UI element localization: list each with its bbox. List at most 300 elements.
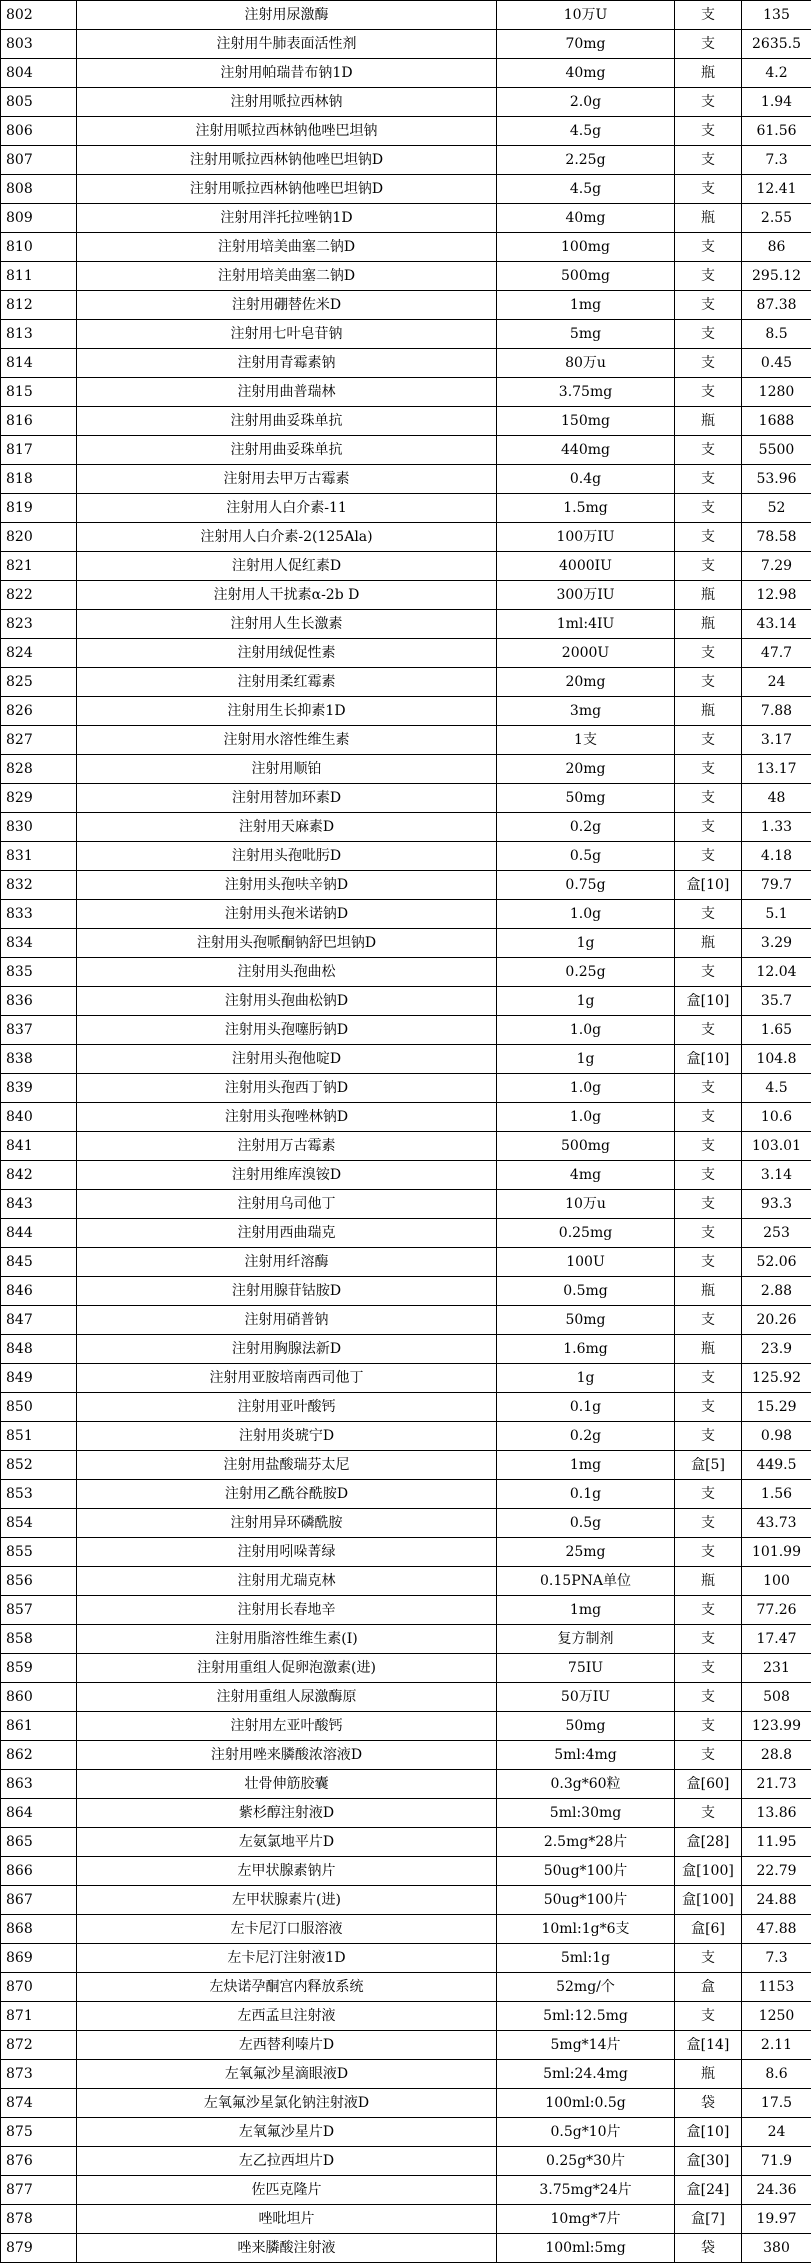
drug-name-cell: 注射用异环磷酰胺: [77, 1509, 497, 1538]
package-unit-cell: 瓶: [675, 2060, 742, 2089]
package-unit-cell: 瓶: [675, 204, 742, 233]
drug-name-cell: 注射用头孢噻肟钠D: [77, 1016, 497, 1045]
specification-cell: 2.5mg*28片: [497, 1828, 675, 1857]
specification-cell: 3.75mg: [497, 378, 675, 407]
package-unit-cell: 瓶: [675, 59, 742, 88]
package-unit-cell: 支: [675, 1509, 742, 1538]
row-number-cell: 804: [1, 59, 77, 88]
unit-price-cell: 13.17: [742, 755, 811, 784]
package-unit-cell: 支: [675, 726, 742, 755]
specification-cell: 1g: [497, 1045, 675, 1074]
package-unit-cell: 支: [675, 233, 742, 262]
drug-name-cell: 注射用替加环素D: [77, 784, 497, 813]
table-row: [1, 842, 811, 871]
drug-name-cell: 注射用哌拉西林钠: [77, 88, 497, 117]
table-row: [1, 1741, 811, 1770]
table-row: [1, 1828, 811, 1857]
row-number-cell: 861: [1, 1712, 77, 1741]
row-number-cell: 852: [1, 1451, 77, 1480]
package-unit-cell: 盒[10]: [675, 871, 742, 900]
specification-cell: 0.25mg: [497, 1219, 675, 1248]
specification-cell: 2.0g: [497, 88, 675, 117]
unit-price-cell: 20.26: [742, 1306, 811, 1335]
table-row: [1, 958, 811, 987]
row-number-cell: 859: [1, 1654, 77, 1683]
row-number-cell: 810: [1, 233, 77, 262]
specification-cell: 10mg*7片: [497, 2205, 675, 2234]
table-row: [1, 291, 811, 320]
specification-cell: 1g: [497, 987, 675, 1016]
unit-price-cell: 93.3: [742, 1190, 811, 1219]
drug-name-cell: 注射用头孢曲松钠D: [77, 987, 497, 1016]
row-number-cell: 808: [1, 175, 77, 204]
table-row: [1, 610, 811, 639]
unit-price-cell: 1153: [742, 1973, 811, 2002]
row-number-cell: 802: [1, 1, 77, 30]
row-number-cell: 811: [1, 262, 77, 291]
unit-price-cell: 295.12: [742, 262, 811, 291]
unit-price-cell: 101.99: [742, 1538, 811, 1567]
table-row: [1, 233, 811, 262]
table-row: [1, 668, 811, 697]
table-row: [1, 1683, 811, 1712]
table-row: [1, 900, 811, 929]
package-unit-cell: 支: [675, 1248, 742, 1277]
table-row: [1, 1161, 811, 1190]
table-row: [1, 1045, 811, 1074]
table-row: [1, 1016, 811, 1045]
row-number-cell: 850: [1, 1393, 77, 1422]
row-number-cell: 837: [1, 1016, 77, 1045]
unit-price-cell: 135: [742, 1, 811, 30]
row-number-cell: 879: [1, 2234, 77, 2263]
unit-price-cell: 1280: [742, 378, 811, 407]
row-number-cell: 848: [1, 1335, 77, 1364]
drug-name-cell: 注射用尿激酶: [77, 1, 497, 30]
drug-name-cell: 左氨氯地平片D: [77, 1828, 497, 1857]
specification-cell: 80万u: [497, 349, 675, 378]
specification-cell: 50ug*100片: [497, 1886, 675, 1915]
unit-price-cell: 1.94: [742, 88, 811, 117]
package-unit-cell: 支: [675, 494, 742, 523]
specification-cell: 3.75mg*24片: [497, 2176, 675, 2205]
table-row: [1, 523, 811, 552]
package-unit-cell: 盒[60]: [675, 1770, 742, 1799]
package-unit-cell: 盒[100]: [675, 1886, 742, 1915]
specification-cell: 1支: [497, 726, 675, 755]
row-number-cell: 825: [1, 668, 77, 697]
row-number-cell: 827: [1, 726, 77, 755]
package-unit-cell: 瓶: [675, 929, 742, 958]
drug-name-cell: 佐匹克隆片: [77, 2176, 497, 2205]
row-number-cell: 871: [1, 2002, 77, 2031]
table-row: [1, 1944, 811, 1973]
package-unit-cell: 支: [675, 1393, 742, 1422]
unit-price-cell: 61.56: [742, 117, 811, 146]
table-row: [1, 552, 811, 581]
drug-name-cell: 注射用腺苷钴胺D: [77, 1277, 497, 1306]
specification-cell: 1g: [497, 929, 675, 958]
specification-cell: 100万IU: [497, 523, 675, 552]
unit-price-cell: 52.06: [742, 1248, 811, 1277]
table-row: [1, 726, 811, 755]
specification-cell: 0.2g: [497, 1422, 675, 1451]
drug-name-cell: 注射用青霉素钠: [77, 349, 497, 378]
row-number-cell: 863: [1, 1770, 77, 1799]
drug-name-cell: 注射用头孢曲松: [77, 958, 497, 987]
drug-name-cell: 注射用人干扰素α-2b D: [77, 581, 497, 610]
drug-name-cell: 注射用乌司他丁: [77, 1190, 497, 1219]
drug-name-cell: 注射用人促红素D: [77, 552, 497, 581]
drug-name-cell: 注射用生长抑素1D: [77, 697, 497, 726]
row-number-cell: 864: [1, 1799, 77, 1828]
drug-name-cell: 左乙拉西坦片D: [77, 2147, 497, 2176]
package-unit-cell: 支: [675, 465, 742, 494]
table-row: [1, 1, 811, 30]
row-number-cell: 842: [1, 1161, 77, 1190]
drug-name-cell: 注射用胸腺法新D: [77, 1335, 497, 1364]
specification-cell: 1.0g: [497, 1103, 675, 1132]
unit-price-cell: 47.7: [742, 639, 811, 668]
package-unit-cell: 支: [675, 813, 742, 842]
unit-price-cell: 52: [742, 494, 811, 523]
table-row: [1, 1393, 811, 1422]
package-unit-cell: 盒[24]: [675, 2176, 742, 2205]
unit-price-cell: 2.55: [742, 204, 811, 233]
unit-price-cell: 7.29: [742, 552, 811, 581]
table-row: [1, 1422, 811, 1451]
drug-name-cell: 注射用七叶皂苷钠: [77, 320, 497, 349]
drug-name-cell: 注射用重组人尿激酶原: [77, 1683, 497, 1712]
drug-name-cell: 注射用去甲万古霉素: [77, 465, 497, 494]
specification-cell: 0.1g: [497, 1480, 675, 1509]
package-unit-cell: 支: [675, 436, 742, 465]
row-number-cell: 851: [1, 1422, 77, 1451]
row-number-cell: 867: [1, 1886, 77, 1915]
package-unit-cell: 支: [675, 1190, 742, 1219]
package-unit-cell: 盒[28]: [675, 1828, 742, 1857]
specification-cell: 0.4g: [497, 465, 675, 494]
package-unit-cell: 支: [675, 117, 742, 146]
specification-cell: 4000IU: [497, 552, 675, 581]
unit-price-cell: 13.86: [742, 1799, 811, 1828]
drug-name-cell: 左炔诺孕酮宫内释放系统: [77, 1973, 497, 2002]
specification-cell: 0.5g: [497, 1509, 675, 1538]
drug-name-cell: 注射用泮托拉唑钠1D: [77, 204, 497, 233]
package-unit-cell: 盒[7]: [675, 2205, 742, 2234]
drug-name-cell: 注射用帕瑞昔布钠1D: [77, 59, 497, 88]
unit-price-cell: 1.65: [742, 1016, 811, 1045]
specification-cell: 70mg: [497, 30, 675, 59]
drug-name-cell: 唑来膦酸注射液: [77, 2234, 497, 2263]
row-number-cell: 819: [1, 494, 77, 523]
table-row: [1, 1886, 811, 1915]
specification-cell: 1ml:4IU: [497, 610, 675, 639]
unit-price-cell: 1250: [742, 2002, 811, 2031]
drug-name-cell: 注射用人生长激素: [77, 610, 497, 639]
package-unit-cell: 袋: [675, 2089, 742, 2118]
drug-name-cell: 注射用哌拉西林钠他唑巴坦钠D: [77, 146, 497, 175]
row-number-cell: 865: [1, 1828, 77, 1857]
table-row: [1, 639, 811, 668]
drug-name-cell: 注射用亚胺培南西司他丁: [77, 1364, 497, 1393]
table-row: [1, 2234, 811, 2263]
package-unit-cell: 支: [675, 842, 742, 871]
unit-price-cell: 24.88: [742, 1886, 811, 1915]
drug-name-cell: 注射用长春地辛: [77, 1596, 497, 1625]
table-row: [1, 784, 811, 813]
row-number-cell: 869: [1, 1944, 77, 1973]
unit-price-cell: 449.5: [742, 1451, 811, 1480]
row-number-cell: 876: [1, 2147, 77, 2176]
drug-name-cell: 注射用左亚叶酸钙: [77, 1712, 497, 1741]
row-number-cell: 814: [1, 349, 77, 378]
package-unit-cell: 支: [675, 784, 742, 813]
table-row: [1, 320, 811, 349]
specification-cell: 5ml:1g: [497, 1944, 675, 1973]
package-unit-cell: 支: [675, 900, 742, 929]
drug-name-cell: 注射用曲普瑞林: [77, 378, 497, 407]
row-number-cell: 828: [1, 755, 77, 784]
unit-price-cell: 508: [742, 1683, 811, 1712]
package-unit-cell: 袋: [675, 2234, 742, 2263]
row-number-cell: 849: [1, 1364, 77, 1393]
specification-cell: 5mg: [497, 320, 675, 349]
package-unit-cell: 盒[10]: [675, 1045, 742, 1074]
row-number-cell: 834: [1, 929, 77, 958]
specification-cell: 2.25g: [497, 146, 675, 175]
specification-cell: 20mg: [497, 755, 675, 784]
specification-cell: 100mg: [497, 233, 675, 262]
table-row: [1, 175, 811, 204]
unit-price-cell: 7.3: [742, 146, 811, 175]
drug-name-cell: 左甲状腺素片(进): [77, 1886, 497, 1915]
table-row: [1, 1103, 811, 1132]
drug-name-cell: 注射用头孢呋辛钠D: [77, 871, 497, 900]
table-row: [1, 1509, 811, 1538]
unit-price-cell: 17.47: [742, 1625, 811, 1654]
package-unit-cell: 支: [675, 146, 742, 175]
unit-price-cell: 100: [742, 1567, 811, 1596]
package-unit-cell: 盒[10]: [675, 2118, 742, 2147]
table-row: [1, 262, 811, 291]
package-unit-cell: 盒[10]: [675, 987, 742, 1016]
row-number-cell: 823: [1, 610, 77, 639]
row-number-cell: 841: [1, 1132, 77, 1161]
specification-cell: 1g: [497, 1364, 675, 1393]
package-unit-cell: 支: [675, 523, 742, 552]
table-row: [1, 1364, 811, 1393]
specification-cell: 2000U: [497, 639, 675, 668]
table-row: [1, 1451, 811, 1480]
unit-price-cell: 1.56: [742, 1480, 811, 1509]
table-row: [1, 1654, 811, 1683]
table-row: [1, 929, 811, 958]
table-row: [1, 1248, 811, 1277]
row-number-cell: 870: [1, 1973, 77, 2002]
row-number-cell: 822: [1, 581, 77, 610]
unit-price-cell: 4.18: [742, 842, 811, 871]
row-number-cell: 847: [1, 1306, 77, 1335]
row-number-cell: 873: [1, 2060, 77, 2089]
row-number-cell: 844: [1, 1219, 77, 1248]
package-unit-cell: 支: [675, 1625, 742, 1654]
table-row: [1, 465, 811, 494]
unit-price-cell: 15.29: [742, 1393, 811, 1422]
unit-price-cell: 1.33: [742, 813, 811, 842]
specification-cell: 0.25g*30片: [497, 2147, 675, 2176]
unit-price-cell: 123.99: [742, 1712, 811, 1741]
package-unit-cell: 支: [675, 175, 742, 204]
unit-price-cell: 24: [742, 668, 811, 697]
drug-name-cell: 注射用维库溴铵D: [77, 1161, 497, 1190]
table-row: [1, 1770, 811, 1799]
unit-price-cell: 1688: [742, 407, 811, 436]
unit-price-cell: 87.38: [742, 291, 811, 320]
unit-price-cell: 4.5: [742, 1074, 811, 1103]
unit-price-cell: 231: [742, 1654, 811, 1683]
table-row: [1, 1132, 811, 1161]
row-number-cell: 877: [1, 2176, 77, 2205]
row-number-cell: 840: [1, 1103, 77, 1132]
row-number-cell: 853: [1, 1480, 77, 1509]
table-row: [1, 2089, 811, 2118]
specification-cell: 5mg*14片: [497, 2031, 675, 2060]
table-row: [1, 146, 811, 175]
row-number-cell: 866: [1, 1857, 77, 1886]
specification-cell: 10万u: [497, 1190, 675, 1219]
unit-price-cell: 7.3: [742, 1944, 811, 1973]
package-unit-cell: 支: [675, 88, 742, 117]
row-number-cell: 868: [1, 1915, 77, 1944]
specification-cell: 1.0g: [497, 900, 675, 929]
table-row: [1, 1219, 811, 1248]
package-unit-cell: 瓶: [675, 1335, 742, 1364]
row-number-cell: 824: [1, 639, 77, 668]
specification-cell: 100U: [497, 1248, 675, 1277]
specification-cell: 5ml:24.4mg: [497, 2060, 675, 2089]
table-row: [1, 349, 811, 378]
unit-price-cell: 3.17: [742, 726, 811, 755]
unit-price-cell: 53.96: [742, 465, 811, 494]
row-number-cell: 826: [1, 697, 77, 726]
row-number-cell: 803: [1, 30, 77, 59]
unit-price-cell: 104.8: [742, 1045, 811, 1074]
row-number-cell: 830: [1, 813, 77, 842]
package-unit-cell: 瓶: [675, 610, 742, 639]
specification-cell: 440mg: [497, 436, 675, 465]
table-row: [1, 436, 811, 465]
drug-name-cell: 左西替利嗪片D: [77, 2031, 497, 2060]
drug-name-cell: 注射用曲妥珠单抗: [77, 436, 497, 465]
unit-price-cell: 0.98: [742, 1422, 811, 1451]
unit-price-cell: 24: [742, 2118, 811, 2147]
unit-price-cell: 125.92: [742, 1364, 811, 1393]
drug-name-cell: 左氧氟沙星氯化钠注射液D: [77, 2089, 497, 2118]
specification-cell: 1.0g: [497, 1016, 675, 1045]
drug-name-cell: 注射用头孢西丁钠D: [77, 1074, 497, 1103]
specification-cell: 52mg/个: [497, 1973, 675, 2002]
drug-name-cell: 注射用培美曲塞二钠D: [77, 262, 497, 291]
specification-cell: 50mg: [497, 784, 675, 813]
drug-name-cell: 注射用炎琥宁D: [77, 1422, 497, 1451]
drug-name-cell: 注射用天麻素D: [77, 813, 497, 842]
package-unit-cell: 盒[5]: [675, 1451, 742, 1480]
unit-price-cell: 21.73: [742, 1770, 811, 1799]
row-number-cell: 805: [1, 88, 77, 117]
table-row: [1, 2031, 811, 2060]
row-number-cell: 838: [1, 1045, 77, 1074]
drug-name-cell: 注射用绒促性素: [77, 639, 497, 668]
package-unit-cell: 支: [675, 1103, 742, 1132]
unit-price-cell: 380: [742, 2234, 811, 2263]
row-number-cell: 839: [1, 1074, 77, 1103]
drug-name-cell: 注射用水溶性维生素: [77, 726, 497, 755]
drug-name-cell: 注射用硝普钠: [77, 1306, 497, 1335]
package-unit-cell: 支: [675, 639, 742, 668]
package-unit-cell: 支: [675, 668, 742, 697]
package-unit-cell: 支: [675, 1016, 742, 1045]
package-unit-cell: 盒[6]: [675, 1915, 742, 1944]
specification-cell: 40mg: [497, 204, 675, 233]
unit-price-cell: 5.1: [742, 900, 811, 929]
row-number-cell: 815: [1, 378, 77, 407]
unit-price-cell: 28.8: [742, 1741, 811, 1770]
drug-name-cell: 注射用重组人促卵泡激素(进): [77, 1654, 497, 1683]
row-number-cell: 872: [1, 2031, 77, 2060]
specification-cell: 50ug*100片: [497, 1857, 675, 1886]
table-row: [1, 1915, 811, 1944]
unit-price-cell: 8.5: [742, 320, 811, 349]
drug-name-cell: 注射用人白介素-2(125Ala): [77, 523, 497, 552]
specification-cell: 150mg: [497, 407, 675, 436]
row-number-cell: 816: [1, 407, 77, 436]
unit-price-cell: 79.7: [742, 871, 811, 900]
specification-cell: 100ml:5mg: [497, 2234, 675, 2263]
specification-cell: 1.5mg: [497, 494, 675, 523]
drug-name-cell: 注射用吲哚菁绿: [77, 1538, 497, 1567]
table-body: [1, 1, 811, 2263]
table-row: [1, 407, 811, 436]
specification-cell: 100ml:0.5g: [497, 2089, 675, 2118]
package-unit-cell: 支: [675, 2002, 742, 2031]
package-unit-cell: 瓶: [675, 407, 742, 436]
row-number-cell: 817: [1, 436, 77, 465]
specification-cell: 0.5g*10片: [497, 2118, 675, 2147]
package-unit-cell: 盒[100]: [675, 1857, 742, 1886]
specification-cell: 40mg: [497, 59, 675, 88]
specification-cell: 500mg: [497, 1132, 675, 1161]
drug-name-cell: 左西孟旦注射液: [77, 2002, 497, 2031]
package-unit-cell: 支: [675, 755, 742, 784]
unit-price-cell: 47.88: [742, 1915, 811, 1944]
table-row: [1, 1335, 811, 1364]
unit-price-cell: 5500: [742, 436, 811, 465]
table-row: [1, 1538, 811, 1567]
drug-name-cell: 注射用乙酰谷酰胺D: [77, 1480, 497, 1509]
unit-price-cell: 3.29: [742, 929, 811, 958]
unit-price-cell: 2.11: [742, 2031, 811, 2060]
drug-name-cell: 左氧氟沙星滴眼液D: [77, 2060, 497, 2089]
table-row: [1, 30, 811, 59]
drug-name-cell: 左甲状腺素钠片: [77, 1857, 497, 1886]
specification-cell: 50万IU: [497, 1683, 675, 1712]
row-number-cell: 875: [1, 2118, 77, 2147]
unit-price-cell: 86: [742, 233, 811, 262]
specification-cell: 1.6mg: [497, 1335, 675, 1364]
package-unit-cell: 支: [675, 30, 742, 59]
table-row: [1, 1190, 811, 1219]
